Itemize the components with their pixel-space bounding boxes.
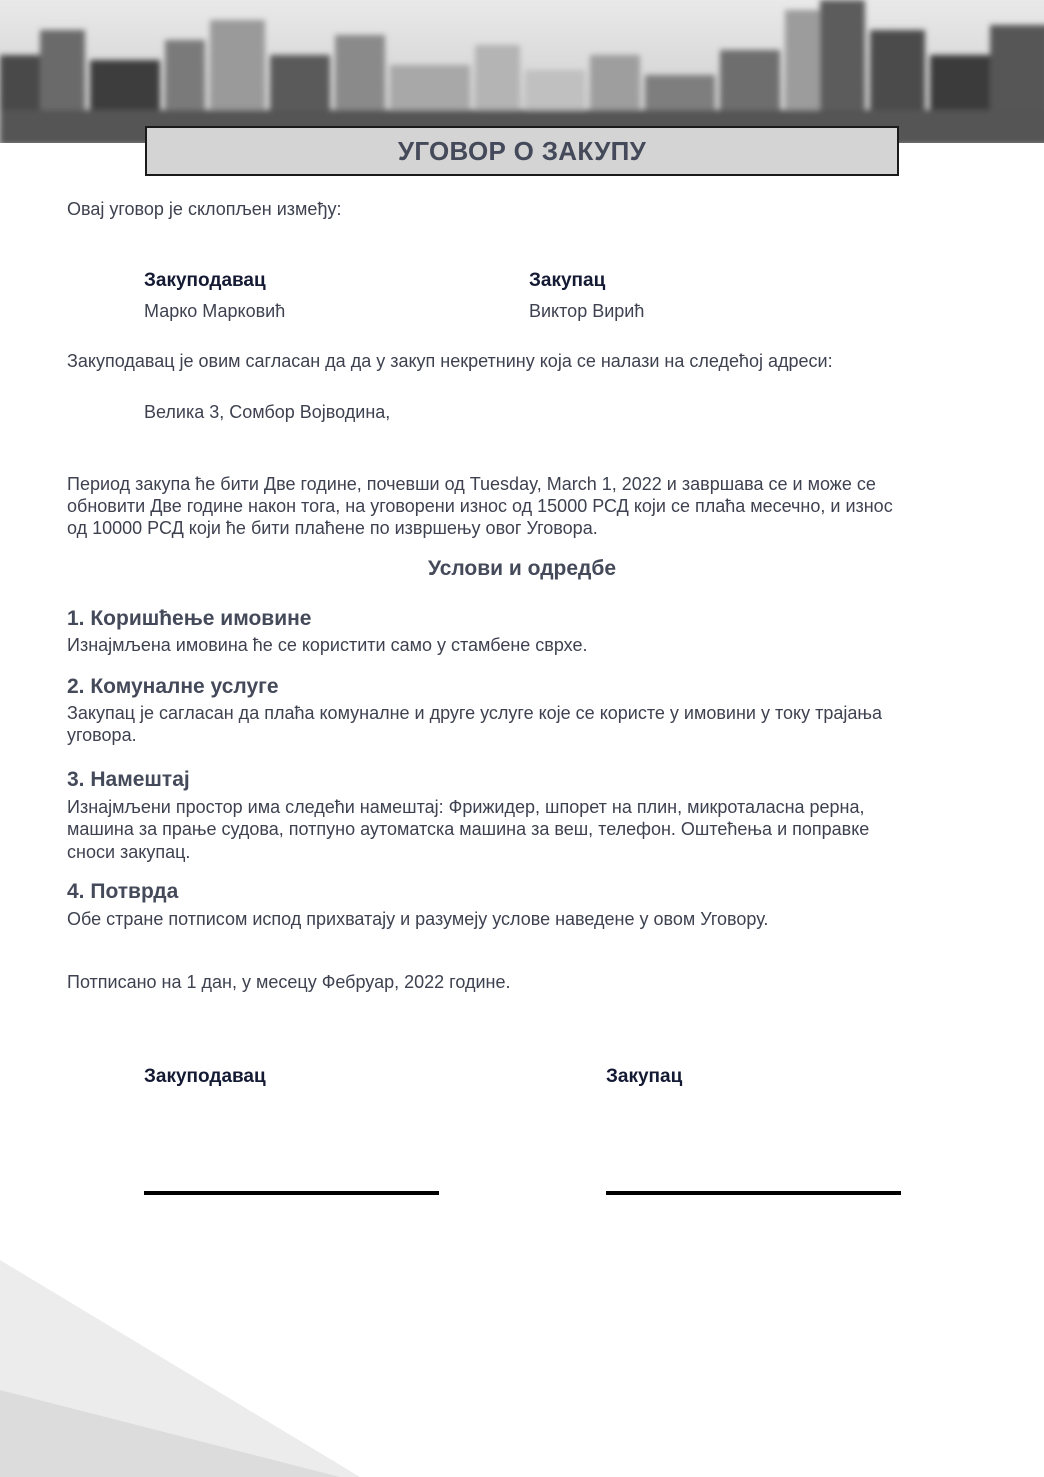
period-line: Период закупа ће бити Две године, почевши од Tuesday, March 1, 2022 и завршава се и може се [67,474,876,494]
section-text: Обе стране потписом испод прихватају и разумеју услове наведене у овом Уговору. [67,909,769,929]
section-text: сноси закупац. [67,842,191,862]
header-banner-image [0,0,1044,143]
document-title: УГОВОР О ЗАКУПУ [397,135,647,166]
landlord-label: Закуподавац [144,270,266,291]
signed-date-text: Потписано на 1 дан, у месецу Фебруар, 2022 године. [67,972,511,992]
property-address: Велика 3, Сомбор Војводина, [144,402,391,422]
section-heading: 3. Намештај [67,768,190,791]
section-text: машина за прање судова, потпуно аутоматска машина за веш, телефон. Оштећења и поправке [67,819,870,839]
decorative-corner-shape [0,1240,400,1477]
signature-line-landlord [144,1191,439,1195]
terms-heading: Услови и одредбе [427,557,617,580]
intro-text: Овај уговор је склопљен између: [67,199,342,219]
section-text: Изнајмљени простор има следећи намештај: Фрижидер, шпорет на плин, микроталасна рерна, [67,797,865,817]
signature-tenant-label: Закупац [606,1066,683,1087]
section-heading: 4. Потврда [67,880,179,903]
section-heading: 1. Коришћење имовине [67,607,312,630]
tenant-name: Виктор Вирић [529,301,645,321]
signature-line-tenant [606,1191,901,1195]
period-line: обновити Две године након тога, на уговорени износ од 15000 РСД који се плаћа месечно, и износ [67,496,893,516]
section-text: Изнајмљена имовина ће се користити само у стамбене сврхе. [67,635,588,655]
tenant-label: Закупац [529,270,606,291]
period-line: од 10000 РСД који ће бити плаћене по извршењу овог Уговора. [67,518,598,538]
property-sentence: Закуподавац је овим сагласан да да у закуп некретнину која се налази на следећој адреси: [67,351,833,371]
section-heading: 2. Комуналне услуге [67,675,279,698]
section-text: уговора. [67,725,137,745]
section-text: Закупац је сагласан да плаћа комуналне и друге услуге које се користе у имовини у току трајања [67,703,883,723]
document-title-box [145,126,899,176]
landlord-name: Марко Марковић [144,301,286,321]
signature-landlord-label: Закуподавац [144,1066,266,1087]
